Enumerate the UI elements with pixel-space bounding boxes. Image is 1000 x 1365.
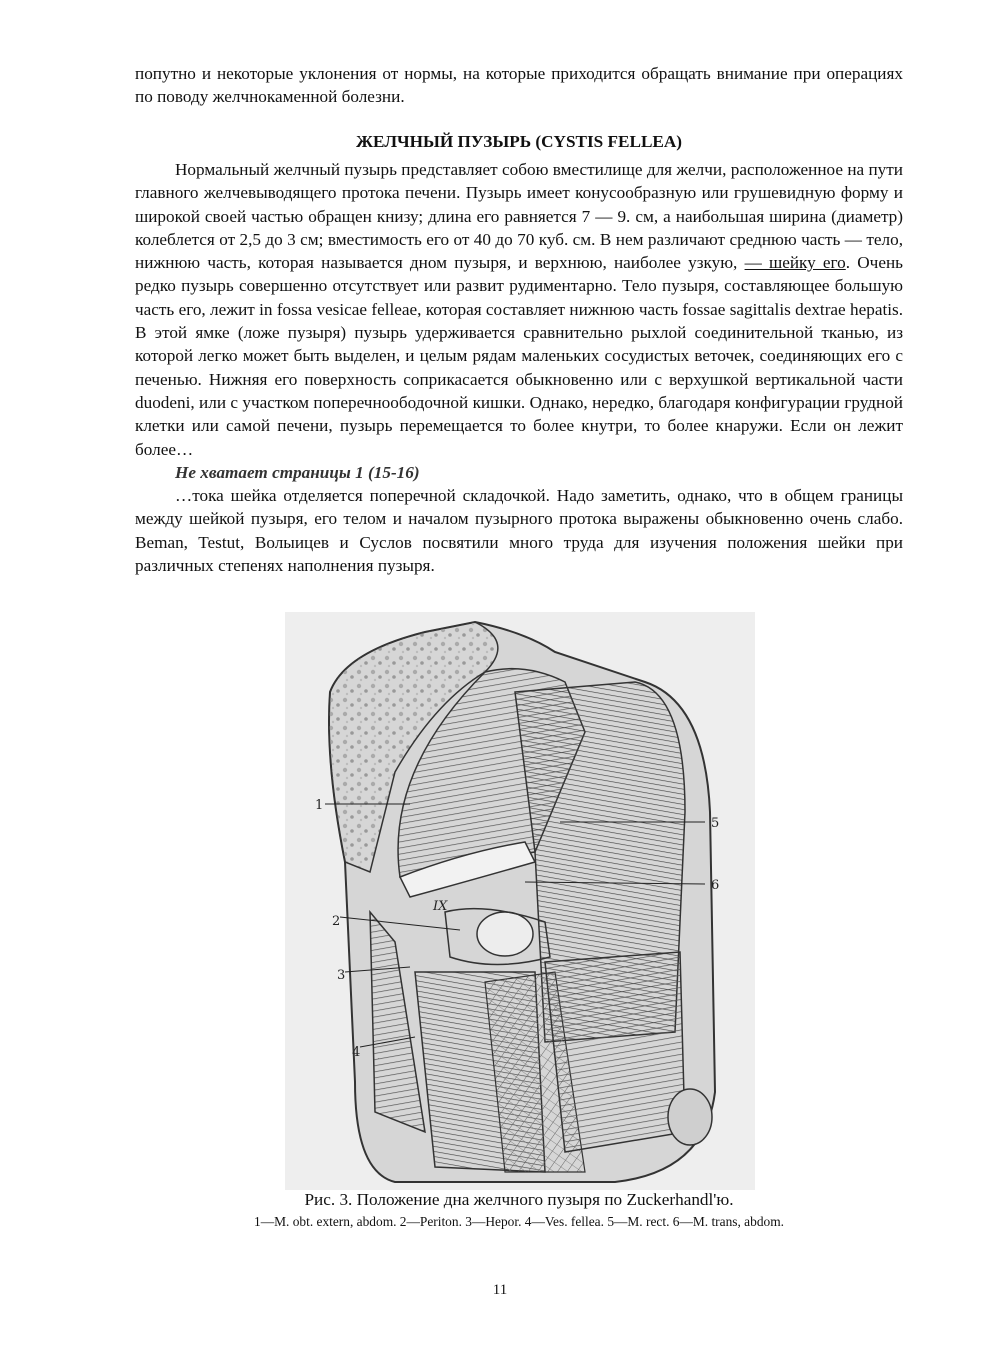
anatomy-illustration (285, 612, 755, 1190)
figure-caption: Рис. 3. Положение дна желчного пузыря по Zuckerhandl'ю. (304, 1190, 734, 1209)
figure-label-2: 2 (332, 914, 341, 929)
paragraph-gallbladder (135, 158, 903, 461)
body-text (135, 158, 903, 577)
rib-label: IX (433, 899, 448, 914)
intro-text: попутно и некоторые уклонения от нормы, на которые приходится обращать внимание при операциях по поводу желчнокаменной болезни. (135, 64, 903, 107)
figure-label-4: 4 (352, 1045, 361, 1060)
page-number: 11 (492, 1282, 508, 1298)
missing-page-note: Не хватает страницы 1 (15-16) (175, 462, 420, 482)
intro-paragraph (135, 62, 903, 109)
figure-label-6: 6 (711, 878, 720, 893)
section-heading: ЖЕЛЧНЫЙ ПУЗЫРЬ (CYSTIS FELLEA) (355, 132, 683, 151)
figure-label-5: 5 (711, 816, 720, 831)
para1-underlined: — шейку его (744, 253, 846, 273)
paragraph-neck: …тока шейка отделяется поперечной складочкой. Надо заметить, однако, что в общем границы между шейкой пузыря, его телом и началом пузырного протока выражены обыкновенно очень слабо. Beman, Testut, Волыицев и Суслов посвятили много труда для изучения положения шейки при различных степенях наполнения пузыря. (135, 486, 903, 576)
figure-label-3: 3 (337, 968, 346, 983)
para1-text-b: . Очень редко пузырь совершенно отсутствует или развит рудиментарно. Тело пузыря, составляющее большую часть его, лежит in fossa vesicae felleae, которая составляет нижнюю часть fossae sagittalis dextrae hepatis. В этой ямке (ложе пузыря) пузырь удерживается сравнительно рыхлой соединительной тканью, из которой легко может быть выделен, и целым рядам маленьких сосудистых веточек, соединяющих его с печенью. Нижняя его поверхность соприкасается обыкновенно или с верхушкой вертикальной части duodeni, или с участком поперечноободочной кишки. Однако, нередко, благодаря конфигурации грудной клетки или самой печени, пузырь перемещается то более кнутри, то более кнаружи. Если он лежит более… (135, 253, 903, 459)
gallbladder-fundus (477, 912, 533, 956)
figure-label-1: 1 (315, 798, 324, 813)
figure-legend: 1—M. obt. extern, abdom. 2—Periton. 3—Hepor. 4—Ves. fellea. 5—M. rect. 6—M. trans, abdom. (254, 1214, 784, 1229)
anatomical-figure (285, 612, 755, 1190)
para1-text-a: Нормальный желчный пузырь представляет собою вместилище для желчи, расположенное на пути главного желчевыводящего протока печени. Пузырь имеет конусообразную или грушевидную форму и широкой своей частью обращен книзу; длина его равняется 7 — 9. см, а наибольшая ширина (диаметр) колеблется от 2,5 до 3 см; вместимость его от 40 до 70 куб. см. В нем различают среднюю часть — тело, нижнюю часть, которая называется дном пузыря, и верхнюю, наиболее узкую, (135, 160, 903, 273)
